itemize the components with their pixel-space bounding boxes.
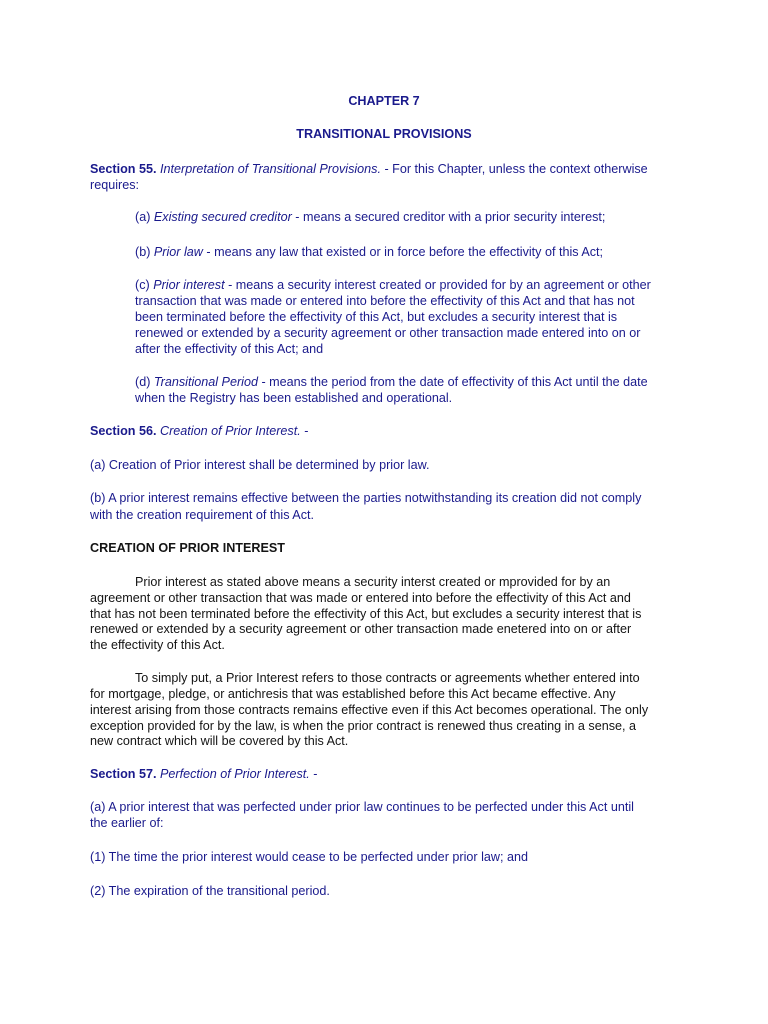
- definition-b-term: Prior law: [153, 245, 203, 259]
- definition-c-marker: (c): [135, 278, 154, 292]
- section-56-heading: Creation of Prior Interest.: [160, 424, 301, 438]
- commentary-para-2-line: interest arising from those contracts remains effective even if this Act becomes operational. The only: [90, 703, 649, 717]
- section-57-label: Section 57.: [90, 767, 157, 781]
- section-57-item-2: (2) The expiration of the transitional period.: [90, 884, 330, 898]
- section-56-para-a: (a) Creation of Prior interest shall be determined by prior law.: [90, 458, 430, 472]
- section-56-dash: -: [300, 424, 309, 438]
- definition-b: [135, 244, 603, 260]
- commentary-para-1-line: that has not been terminated before the effectivity of this Act, but excludes a security interest that is: [90, 607, 642, 621]
- section-57-heading-line: [90, 766, 318, 782]
- definition-c-term: Prior interest: [153, 278, 225, 292]
- definition-d: [135, 374, 648, 390]
- definition-d-line: when the Registry has been established and operational.: [135, 391, 453, 405]
- chapter-title: TRANSITIONAL PROVISIONS: [296, 127, 472, 141]
- definition-a-term: Existing secured creditor: [153, 210, 292, 224]
- section-57-para-a: (a) A prior interest that was perfected under prior law continues to be perfected under this Act until: [90, 800, 634, 814]
- section-56-para-b-line: with the creation requirement of this Act.: [90, 508, 314, 522]
- definition-b-text: - means any law that existed or in force before the effectivity of this Act;: [202, 245, 604, 259]
- commentary-para-2-line: for mortgage, pledge, or antichresis that was established before this Act became effective. Any: [90, 687, 616, 701]
- section-57-dash: -: [309, 767, 318, 781]
- commentary-heading: CREATION OF PRIOR INTEREST: [90, 541, 285, 555]
- definition-b-marker: (b): [135, 245, 154, 259]
- commentary-para-1-line: Prior interest as stated above means a security interst created or mprovided for by an: [135, 575, 611, 589]
- section-57-item-1: (1) The time the prior interest would cease to be perfected under prior law; and: [90, 850, 528, 864]
- section-55-intro-cont: requires:: [90, 178, 139, 192]
- section-55-heading-line: [90, 161, 648, 177]
- commentary-para-2-line: new contract which will be covered by this Act.: [90, 734, 349, 748]
- section-57-heading: Perfection of Prior Interest.: [160, 767, 310, 781]
- commentary-para-1-line: agreement or other transaction that was made or entered into before the effectivity of this Act and: [90, 591, 631, 605]
- section-56-label: Section 56.: [90, 424, 157, 438]
- definition-a: [135, 209, 605, 225]
- definition-c-line: after the effectivity of this Act; and: [135, 342, 324, 356]
- section-56-heading-line: [90, 423, 308, 439]
- commentary-para-2-line: exception provided for by the law, is when the prior contract is renewed thus creating in a sense, a: [90, 719, 637, 733]
- definition-c-line: been terminated before the effectivity of this Act, but excludes a security interest that is: [135, 310, 618, 324]
- section-55-intro: - For this Chapter, unless the context otherwise: [380, 162, 648, 176]
- section-56-para-b: (b) A prior interest remains effective between the parties notwithstanding its creation did not comply: [90, 491, 642, 505]
- section-57-para-a-line: the earlier of:: [90, 816, 164, 830]
- definition-c-line: renewed or extended by a security agreement or other transaction made entered into on or: [135, 326, 641, 340]
- definition-c-text: - means a security interest created or provided for by an agreement or other: [224, 278, 651, 292]
- definition-a-marker: (a): [135, 210, 154, 224]
- definition-d-term: Transitional Period: [153, 375, 258, 389]
- definition-c: [135, 277, 651, 293]
- definition-a-text: - means a secured creditor with a prior security interest;: [291, 210, 606, 224]
- definition-c-line: transaction that was made or entered into before the effectivity of this Act and that has not: [135, 294, 635, 308]
- section-55-label: Section 55.: [90, 162, 157, 176]
- chapter-number: CHAPTER 7: [348, 94, 420, 108]
- definition-d-marker: (d): [135, 375, 154, 389]
- commentary-para-1-line: renewed or extended by a security agreement or other transaction made enetered into on or after: [90, 622, 632, 636]
- definition-d-text: - means the period from the date of effectivity of this Act until the date: [257, 375, 648, 389]
- commentary-para-1-line: the effectivity of this Act.: [90, 638, 225, 652]
- commentary-para-2-line: To simply put, a Prior Interest refers to those contracts or agreements whether entered into: [135, 671, 640, 685]
- section-55-heading: Interpretation of Transitional Provisions.: [160, 162, 381, 176]
